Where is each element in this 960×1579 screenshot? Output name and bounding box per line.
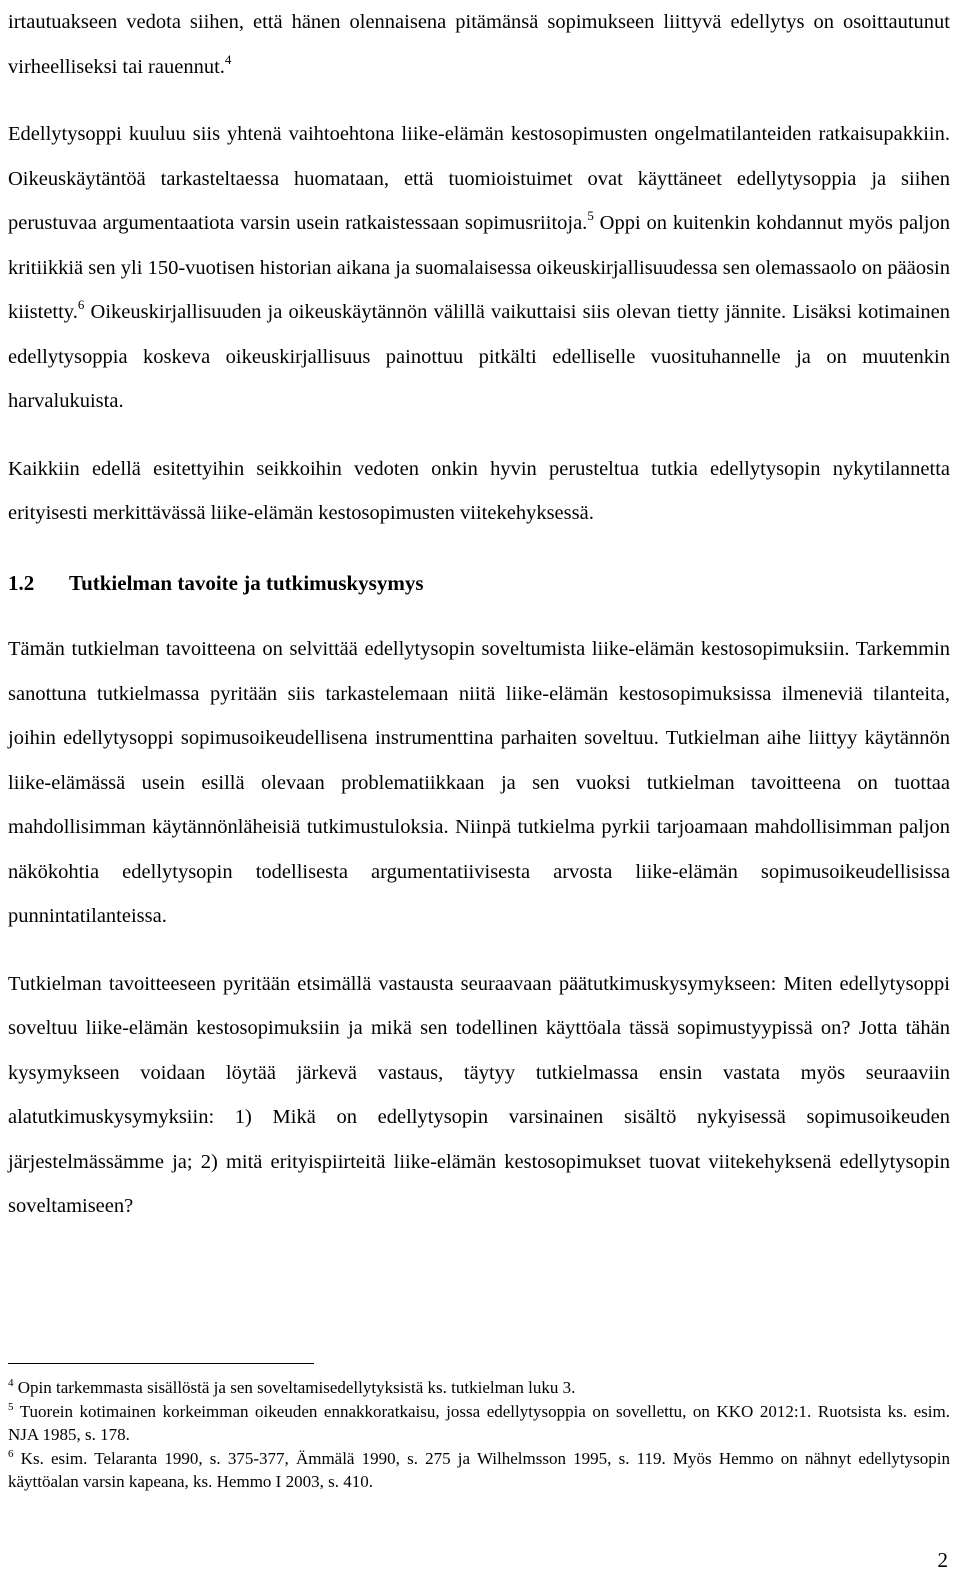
footnote-4 [8, 1376, 950, 1400]
footnote-6 [8, 1447, 950, 1494]
paragraph-5: Tutkielman tavoitteeseen pyritään etsimällä vastausta seuraavaan päätutkimuskysymykseen: Miten edellytysoppi soveltuu liike-elämän kestosopimuksiin ja mikä sen todellinen käyttöala tässä sopimustyypissä on? Jotta tähän kysymykseen voidaan löytää järkevä vastaus, täytyy tutkielmassa ensin vastata myös seuraaviin alatutkimuskysymyksiin: 1) Mikä on edellytysopin varsinainen sisältö nykyisessä sopimusoikeuden järjestelmässämme ja; 2) mitä erityispiirteitä liike-elämän kestosopimukset tuovat viitekehyksenä edellytysopin soveltamiseen? [8, 972, 950, 1217]
footnote-separator [8, 1363, 314, 1364]
footnote-number: 5 [8, 1400, 14, 1413]
footnote-ref-4: 4 [224, 51, 232, 67]
footnote-text: Tuorein kotimainen korkeimman oikeuden ennakkoratkaisu, jossa edellytysoppia on sovellettu, on KKO 2012:1. Ruotsista ks. esim. NJA 1985, s. 178. [8, 1401, 950, 1444]
section-heading [8, 561, 950, 606]
section-title: Tutkielman tavoite ja tutkimuskysymys [69, 570, 424, 595]
main-text [8, 0, 950, 1229]
footnote-text: Opin tarkemmasta sisällöstä ja sen soveltamisedellytyksistä ks. tutkielman luku 3. [13, 1378, 576, 1397]
paragraph-2-text-c: Oikeuskirjallisuuden ja oikeuskäytännön välillä vaikuttaisi siis olevan tietty jännite. Lisäksi kotimainen edellytysoppia koskeva oikeuskirjallisuus painottuu pitkälti edelliselle vuosituhannelle ja on muutenkin harvalukuista. [8, 301, 950, 412]
paragraph-2-text-a: Edellytysoppi kuuluu siis yhtenä vaihtoehtona liike-elämän kestosopimusten ongelmatilanteiden ratkaisupakkiin. Oikeuskäytäntöä tarkasteltaessa huomataan, että tuomioistuimet ovat käyttäneet edellytysoppia ja siihen perustuvaa argumentaatiota varsin usein ratkaistessaan sopimusriitoja. [8, 123, 950, 234]
footnote-5 [8, 1400, 950, 1447]
footnote-number: 4 [8, 1377, 14, 1389]
footnotes [8, 1376, 950, 1494]
footnote-ref-5: 5 [587, 208, 594, 223]
footnote-number: 6 [8, 1447, 14, 1460]
page-number: 2 [937, 1548, 948, 1572]
section-number: 1.2 [8, 570, 35, 595]
paragraph-3: Kaikkiin edellä esitettyihin seikkoihin vedoten onkin hyvin perusteltua tutkia edellytysopin nykytilannetta erityisesti merkittävässä liike-elämän kestosopimusten viitekehyksessä. [8, 457, 950, 524]
footnote-text: Ks. esim. Telaranta 1990, s. 375-377, Ämmälä 1990, s. 275 ja Wilhelmsson 1995, s. 119. Myös Hemmo on nähnyt edellytysopin käyttöalan varsin kapeana, ks. Hemmo I 2003, s. 410. [8, 1448, 950, 1491]
paragraph-4: Tämän tutkielman tavoitteena on selvittää edellytysopin soveltumista liike-elämän kestosopimuksiin. Tarkemmin sanottuna tutkielmassa pyritään siis tarkastelemaan niitä liike-elämän kestosopimuksissa ilmeneviä tilanteita, joihin edellytysoppi sopimusoikeudellisena instrumenttina parhaiten soveltuu. Tutkielman aihe liittyy käytännön liike-elämässä usein esillä olevaan problematiikkaan ja sen vuoksi tutkielman tavoitteena on tuottaa mahdollisimman käytännönläheisiä tutkimustuloksia. Niinpä tutkielma pyrkii tarjoamaan mahdollisimman paljon näkökohtia edellytysopin todellisesta argumentatiivisesta arvosta liike-elämän sopimusoikeudellisissa punnintatilanteissa. [8, 638, 950, 927]
paragraph-2-text-b: Oppi on kuitenkin kohdannut myös paljon kritiikkiä sen yli 150-vuotisen historian aikana ja suomalaisessa oikeuskirjallisuudessa sen olemassaolo on pääosin kiistetty. [8, 212, 950, 323]
footnote-ref-6: 6 [77, 297, 85, 312]
paragraph-2 [8, 112, 950, 424]
paragraph-1 [8, 0, 950, 89]
paragraph-1-text: irtautuakseen vedota siihen, että hänen olennaisena pitämänsä sopimukseen liittyvä edellytys on osoittautunut virheelliseksi tai rauennut. [8, 11, 950, 78]
